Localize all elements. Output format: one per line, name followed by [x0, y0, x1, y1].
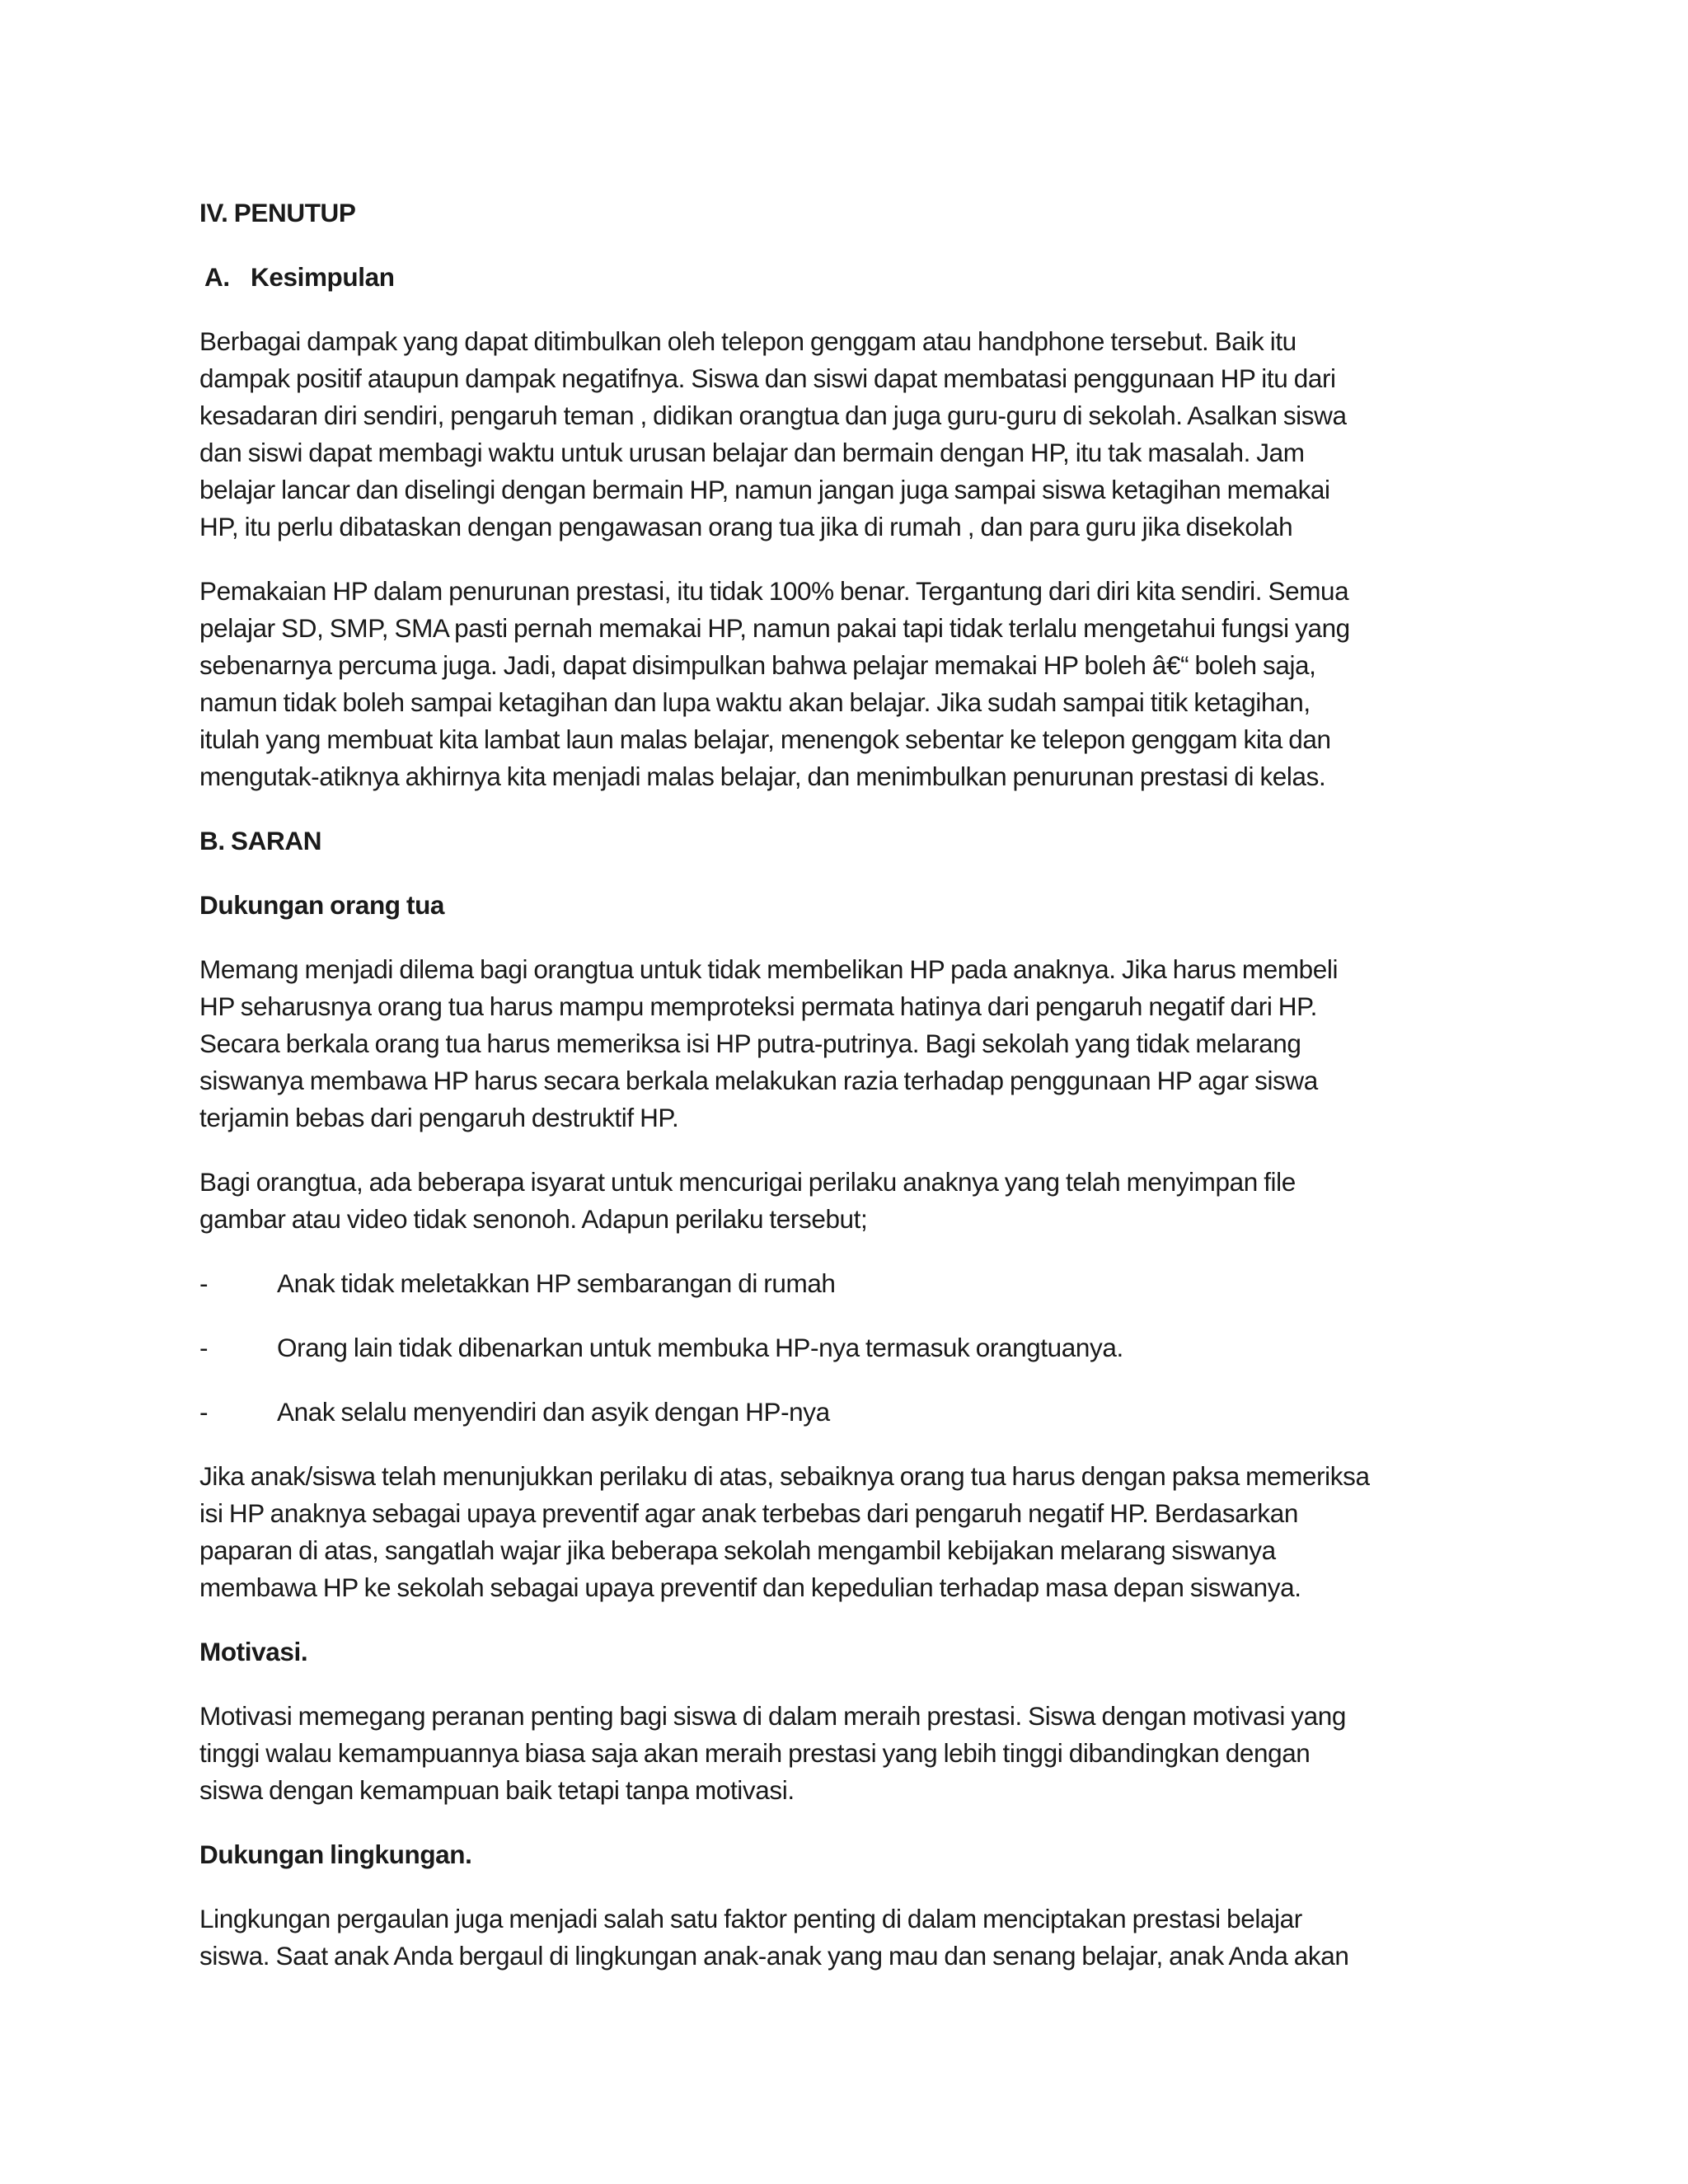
- list-item: [199, 1329, 1502, 1366]
- text-line: siswa. Saat anak Anda bergaul di lingkungan anak-anak yang mau dan senang belajar, anak Anda akan: [199, 1941, 1349, 1971]
- text-line: sebenarnya percuma juga. Jadi, dapat disimpulkan bahwa pelajar memakai HP boleh â€“ boleh saja,: [199, 650, 1316, 680]
- list-dash: -: [199, 1333, 209, 1362]
- dukungan-orang-tua-paragraph-1: [199, 951, 1502, 1137]
- text-line: itulah yang membuat kita lambat laun malas belajar, menengok sebentar ke telepon genggam kita dan: [199, 724, 1331, 754]
- text-line: terjamin bebas dari pengaruh destruktif HP.: [199, 1103, 679, 1132]
- subsection-title: Kesimpulan: [251, 262, 395, 292]
- list-item-text: Anak selalu menyendiri dan asyik dengan HP-nya: [277, 1397, 830, 1427]
- text-line: siswa dengan kemampuan baik tetapi tanpa motivasi.: [199, 1775, 795, 1805]
- list-item: [199, 1394, 1502, 1431]
- dukungan-orang-tua-paragraph-3: [199, 1458, 1502, 1606]
- dukungan-orang-tua-paragraph-2: [199, 1164, 1502, 1238]
- text-line: Berbagai dampak yang dapat ditimbulkan oleh telepon genggam atau handphone tersebut. Baik itu: [199, 326, 1296, 356]
- text-line: Pemakaian HP dalam penurunan prestasi, itu tidak 100% benar. Tergantung dari diri kita sendiri. Semua: [199, 576, 1349, 606]
- text-line: Jika anak/siswa telah menunjukkan perilaku di atas, sebaiknya orang tua harus dengan paksa memeriksa: [199, 1461, 1370, 1491]
- text-line: gambar atau video tidak senonoh. Adapun perilaku tersebut;: [199, 1204, 868, 1234]
- text-line: isi HP anaknya sebagai upaya preventif agar anak terbebas dari pengaruh negatif HP. Berdasarkan: [199, 1498, 1299, 1528]
- heading-dukungan-orang-tua: Dukungan orang tua: [199, 890, 445, 920]
- text-line: dan siswi dapat membagi waktu untuk urusan belajar dan bermain dengan HP, itu tak masalah. Jam: [199, 438, 1305, 467]
- text-line: mengutak-atiknya akhirnya kita menjadi malas belajar, dan menimbulkan penurunan prestasi di kelas.: [199, 762, 1326, 791]
- text-line: siswanya membawa HP harus secara berkala melakukan razia terhadap penggunaan HP agar siswa: [199, 1066, 1318, 1095]
- text-line: pelajar SD, SMP, SMA pasti pernah memakai HP, namun pakai tapi tidak terlalu mengetahui fungsi yang: [199, 613, 1350, 643]
- list-dash: -: [199, 1268, 209, 1298]
- text-line: namun tidak boleh sampai ketagihan dan lupa waktu akan belajar. Jika sudah sampai titik ketagihan,: [199, 687, 1311, 717]
- text-line: Lingkungan pergaulan juga menjadi salah satu faktor penting di dalam menciptakan prestasi belajar: [199, 1904, 1302, 1933]
- list-item: [199, 1265, 1502, 1302]
- dukungan-lingkungan-paragraph: [199, 1900, 1502, 1975]
- text-line: HP, itu perlu dibataskan dengan pengawasan orang tua jika di rumah , dan para guru jika disekolah: [199, 512, 1293, 541]
- list-item-text: Orang lain tidak dibenarkan untuk membuka HP-nya termasuk orangtuanya.: [277, 1333, 1123, 1362]
- list-dash: -: [199, 1397, 209, 1427]
- section-title: IV. PENUTUP: [199, 198, 356, 227]
- text-line: paparan di atas, sangatlah wajar jika beberapa sekolah mengambil kebijakan melarang siswanya: [199, 1535, 1276, 1565]
- text-line: HP seharusnya orang tua harus mampu memproteksi permata hatinya dari pengaruh negatif dari HP.: [199, 991, 1318, 1021]
- text-line: Memang menjadi dilema bagi orangtua untuk tidak membelikan HP pada anaknya. Jika harus membeli: [199, 954, 1339, 984]
- text-line: Motivasi memegang peranan penting bagi siswa di dalam meraih prestasi. Siswa dengan motivasi yang: [199, 1701, 1346, 1731]
- text-line: Secara berkala orang tua harus memeriksa isi HP putra-putrinya. Bagi sekolah yang tidak melarang: [199, 1029, 1301, 1058]
- text-line: belajar lancar dan diselingi dengan bermain HP, namun jangan juga sampai siswa ketagihan memakai: [199, 475, 1330, 504]
- heading-motivasi: Motivasi.: [199, 1637, 308, 1666]
- subsection-marker: A.: [204, 262, 230, 292]
- subsection-heading-kesimpulan: [204, 259, 1502, 296]
- text-line: Bagi orangtua, ada beberapa isyarat untuk mencurigai perilaku anaknya yang telah menyimpan file: [199, 1167, 1296, 1197]
- document-content: [199, 194, 1502, 2002]
- list-item-text: Anak tidak meletakkan HP sembarangan di rumah: [277, 1268, 836, 1298]
- text-line: dampak positif ataupun dampak negatifnya. Siswa dan siswi dapat membatasi penggunaan HP itu dari: [199, 363, 1336, 393]
- text-line: membawa HP ke sekolah sebagai upaya preventif dan kepedulian terhadap masa depan siswanya.: [199, 1572, 1301, 1602]
- text-line: tinggi walau kemampuannya biasa saja akan meraih prestasi yang lebih tinggi dibandingkan dengan: [199, 1738, 1311, 1768]
- kesimpulan-paragraph-1: [199, 323, 1502, 546]
- heading-dukungan-lingkungan: Dukungan lingkungan.: [199, 1840, 472, 1869]
- subsection-heading-saran: B. SARAN: [199, 826, 322, 855]
- motivasi-paragraph: [199, 1698, 1502, 1809]
- text-line: kesadaran diri sendiri, pengaruh teman , didikan orangtua dan juga guru-guru di sekolah. Asalkan siswa: [199, 401, 1347, 430]
- kesimpulan-paragraph-2: [199, 573, 1502, 795]
